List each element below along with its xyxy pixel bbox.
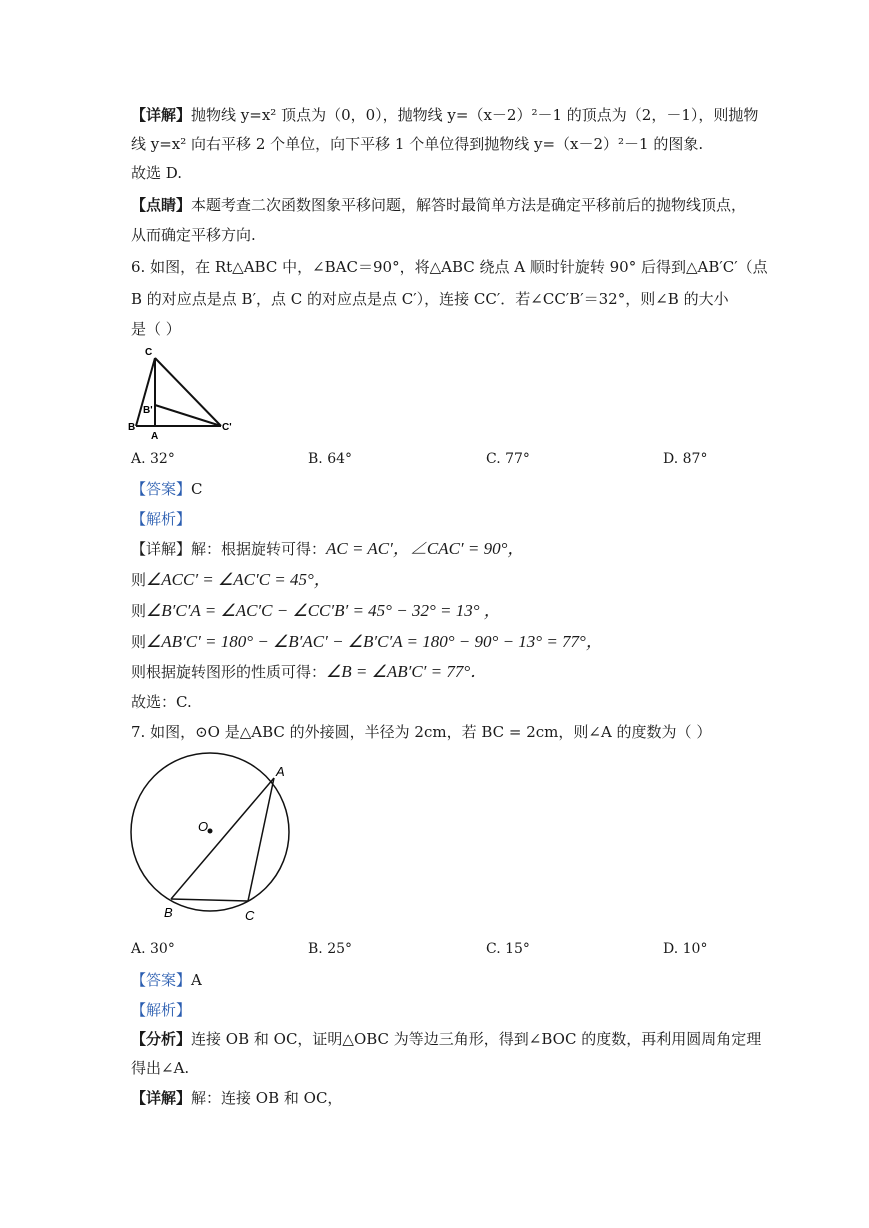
q7-option-c: C. 15° [486, 941, 530, 957]
q7-stem: 7. 如图，⊙O 是△ABC 的外接圆，半径为 2cm，若 BC = 2cm，则∠A 的度数为（ ） [131, 723, 712, 741]
label-c: C [145, 347, 153, 358]
q7-option-a: A. 30° [131, 941, 175, 957]
q7-analysis-line1: 【分析】连接 OB 和 OC，证明△OBC 为等边三角形，得到∠BOC 的度数，再利用圆周角定理 [131, 1030, 762, 1048]
q5-detail-line1: 【详解】抛物线 y=x² 顶点为（0，0），抛物线 y=（x－2）²－1 的顶点为（2，－1），则抛物 [131, 106, 759, 124]
edge-ab [171, 778, 274, 899]
q5-comment-line2: 从而确定平移方向. [131, 226, 256, 244]
q5-detail-line2: 线 y=x² 向右平移 2 个单位，向下平移 1 个单位得到抛物线 y=（x－2）²－1 的图象. [131, 135, 704, 153]
q6-stem-line2: B 的对应点是点 B′，点 C 的对应点是点 C′），连接 CC′．若∠CC′B′＝32°，则∠B 的大小 [131, 290, 729, 308]
q6-step1: 则∠ACC′ = ∠AC′C = 45°， [131, 570, 331, 589]
label-b: B [128, 422, 136, 433]
q7-detail-line: 【详解】解：连接 OB 和 OC， [131, 1089, 343, 1107]
q6-stem-line1: 6. 如图，在 Rt△ABC 中，∠BAC＝90°，将△ABC 绕点 A 顺时针旋转 90° 后得到△AB′C′（点 [131, 258, 768, 276]
q6-analysis-tag: 【解析】 [131, 510, 192, 528]
edge-bc [171, 899, 248, 901]
q6-option-a: A. 32° [131, 451, 175, 467]
q6-triangle-figure [128, 344, 238, 440]
label-o: O [198, 819, 209, 834]
q5-detail-line3: 故选 D. [131, 164, 183, 182]
q6-conclusion: 故选：C. [131, 693, 192, 711]
label-b-prime: B' [143, 405, 153, 416]
q7-analysis-line2: 得出∠A. [131, 1059, 190, 1077]
q6-option-d: D. 87° [663, 451, 708, 467]
q6-step2: 则∠B′C′A = ∠AC′C − ∠CC′B′ = 45° − 32° = 13° ， [131, 601, 501, 620]
q7-analysis-tag: 【解析】 [131, 1001, 192, 1019]
label-b: B [164, 905, 173, 920]
label-c-prime: C' [222, 422, 232, 433]
q6-stem-line3: 是（ ） [131, 320, 181, 338]
label-a: A [276, 764, 285, 779]
q6-detail-line: 【详解】解：根据旋转可得：AC = AC′，∠CAC′ = 90°， [131, 539, 525, 558]
comment-tag: 【点睛】 [131, 196, 192, 214]
label-a: A [151, 431, 159, 440]
q5-comment-line1: 【点睛】本题考查二次函数图象平移问题，解答时最简单方法是确定平移前后的抛物线顶点， [131, 196, 747, 214]
q6-option-b: B. 64° [308, 451, 353, 467]
q6-option-c: C. 77° [486, 451, 530, 467]
q6-answer: 【答案】C [131, 480, 203, 498]
label-c: C [245, 908, 255, 923]
q7-option-b: B. 25° [308, 941, 353, 957]
q7-circle-figure [128, 752, 298, 924]
detail-tag: 【详解】 [131, 106, 192, 124]
q7-option-d: D. 10° [663, 941, 708, 957]
q6-step3: 则∠AB′C′ = 180° − ∠B′AC′ − ∠B′C′A = 180° − 90° − 13° = 77°， [131, 632, 603, 651]
q7-answer: 【答案】A [131, 971, 202, 989]
center-point [208, 829, 213, 834]
q6-step4: 则根据旋转图形的性质可得：∠B = ∠AB′C′ = 77°． [131, 662, 488, 681]
